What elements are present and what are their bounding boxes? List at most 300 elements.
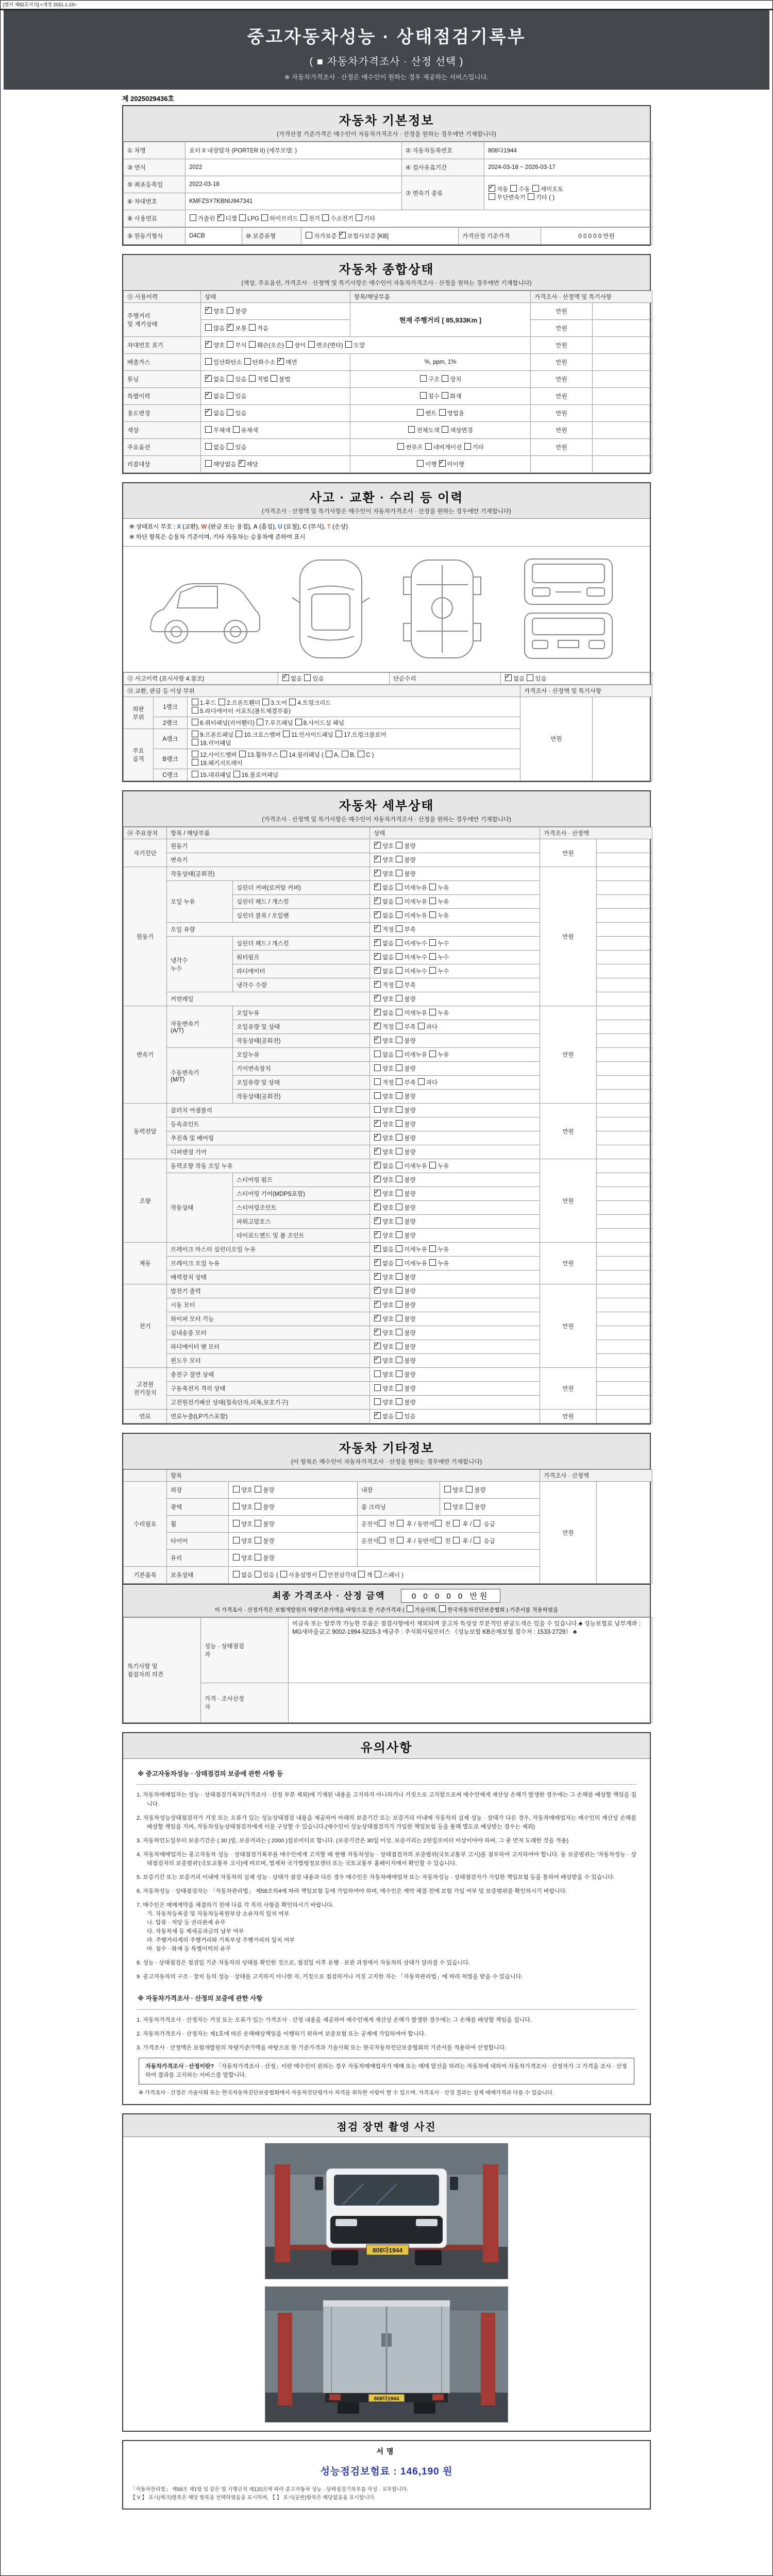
subitem-label: 오일누유	[233, 1006, 370, 1020]
checkbox-icon[interactable]	[396, 1106, 402, 1113]
item-label: 브레이크 마스터 실린더오일 누유	[167, 1243, 370, 1257]
document-number: 제 2025029436호	[122, 95, 175, 103]
first-reg-label: ⑤ 최초등록일	[124, 176, 186, 193]
checkbox-icon[interactable]	[420, 375, 427, 382]
notice-item: 3. 가격조사 · 산정액은 보험개발원의 차량기준가액을 바탕으로 한 기준가격과 기술사회 또는 한국자동차진단보증협회의 기준서를 적용하여 산정합니다.	[137, 2044, 507, 2051]
status-options: ✓ 없음 미세누수 누수	[370, 964, 540, 978]
checkbox-icon[interactable]	[429, 1245, 436, 1252]
checkbox-icon[interactable]	[192, 739, 198, 745]
checkbox-icon[interactable]	[255, 1503, 261, 1510]
basic-info-table2	[123, 227, 652, 245]
checkbox-icon[interactable]	[192, 719, 198, 725]
status-options: ✓ 양호 불량	[370, 1173, 540, 1187]
checkbox-icon[interactable]	[464, 443, 471, 450]
etc-item-status2: 양호 불량	[440, 1499, 540, 1516]
photos-container	[123, 2137, 650, 2431]
checkbox-icon[interactable]	[236, 731, 242, 737]
checkbox-icon[interactable]	[396, 1134, 402, 1141]
checkbox-checked-icon[interactable]	[489, 185, 495, 192]
inspection-photo-front	[265, 2143, 508, 2279]
price-cell: 만원	[531, 320, 593, 337]
status-options: ✓ 양호 불량	[370, 1340, 540, 1354]
checkbox-icon[interactable]	[528, 193, 534, 200]
checkbox-checked-icon[interactable]	[374, 911, 381, 918]
checkbox-icon[interactable]	[396, 1023, 402, 1029]
checkbox-icon[interactable]	[418, 1023, 425, 1029]
checkbox-icon[interactable]	[192, 771, 198, 777]
accident-subtitle: (가격조사 · 산정액 및 특기사항은 매수인이 자동차가격조사 · 산정을 원하는 경우에만 기재합니다)	[262, 509, 511, 515]
checkbox-icon[interactable]	[192, 731, 198, 737]
notice-section2-heading: ※ 자동차가격조사 · 산정의 보증에 관한 사항	[137, 1991, 636, 2009]
checkbox-icon[interactable]	[396, 1176, 402, 1182]
final-price-band	[123, 1584, 650, 1617]
item-label: 와이퍼 모터 기능	[167, 1312, 370, 1326]
checkbox-checked-icon[interactable]	[374, 1176, 381, 1182]
accident-title: 사고 · 교환 · 수리 등 이력	[309, 491, 464, 505]
checkbox-checked-icon[interactable]	[374, 1120, 381, 1127]
status-options: 무채색 유채색	[201, 422, 350, 439]
checkbox-checked-icon[interactable]	[374, 1190, 381, 1196]
checkbox-checked-icon[interactable]	[439, 460, 446, 467]
checkbox-icon[interactable]	[227, 307, 233, 314]
checkbox-icon[interactable]	[396, 1329, 402, 1335]
checkbox-checked-icon[interactable]	[227, 324, 233, 331]
price-cell: 만원	[540, 1243, 597, 1284]
checkbox-icon[interactable]	[429, 1162, 436, 1168]
checkbox-icon[interactable]	[429, 953, 436, 960]
special-note-cell	[597, 1159, 652, 1173]
special-note-cell	[597, 1229, 652, 1243]
status-options: ✓ 없음 미세누유 누유	[370, 909, 540, 923]
checkbox-icon[interactable]	[396, 1273, 402, 1280]
checkbox-checked-icon[interactable]	[505, 674, 512, 681]
checkbox-checked-icon[interactable]	[374, 1343, 381, 1349]
vehicle-diagram-underside-icon	[393, 554, 491, 665]
checkbox-icon[interactable]	[249, 341, 256, 348]
checkbox-checked-icon[interactable]	[374, 1204, 381, 1210]
checkbox-checked-icon[interactable]	[374, 1009, 381, 1015]
checkbox-checked-icon[interactable]	[374, 1217, 381, 1224]
checkbox-icon[interactable]	[233, 426, 240, 433]
checkbox-checked-icon[interactable]	[374, 1245, 381, 1252]
checkbox-icon[interactable]	[345, 341, 352, 348]
special-note-cell	[597, 1243, 652, 1257]
form-revision-note: [별지 제82호서식] <개정 2021.1.19>	[1, 1, 772, 10]
checkbox-icon[interactable]	[205, 324, 212, 331]
checkbox-checked-icon[interactable]	[374, 1259, 381, 1266]
checkbox-checked-icon[interactable]	[374, 1273, 381, 1280]
checkbox-icon[interactable]	[429, 1050, 436, 1057]
checkbox-icon[interactable]	[205, 358, 212, 365]
checkbox-icon[interactable]	[396, 925, 402, 932]
checkbox-icon[interactable]	[396, 1217, 402, 1224]
checkbox-checked-icon[interactable]	[374, 1162, 381, 1168]
checkbox-icon[interactable]	[396, 1412, 402, 1419]
checkbox-icon[interactable]	[219, 699, 225, 705]
item-label: 오일 유량	[167, 923, 370, 937]
device-group-label: 자기진단	[124, 839, 167, 867]
status-options: 적정 부족 과다	[370, 1076, 540, 1090]
checkbox-checked-icon[interactable]	[374, 1231, 381, 1238]
checkbox-checked-icon[interactable]	[374, 1357, 381, 1363]
checkbox-icon[interactable]	[397, 1520, 404, 1527]
special-note-cell	[597, 951, 652, 964]
etc-item-label: 휠	[167, 1516, 229, 1533]
checkbox-icon[interactable]	[233, 1554, 240, 1561]
checkbox-icon[interactable]	[374, 1106, 381, 1113]
checkbox-icon[interactable]	[396, 1009, 402, 1015]
checkbox-checked-icon[interactable]	[205, 392, 212, 399]
checkbox-icon[interactable]	[326, 751, 332, 757]
overall-band	[123, 255, 650, 291]
checkbox-icon[interactable]	[396, 884, 402, 890]
checkbox-icon[interactable]	[444, 1503, 451, 1510]
item-label: 배력장치 상태	[167, 1270, 370, 1284]
overall-row	[124, 439, 652, 456]
special-note-cell	[597, 923, 652, 937]
checkbox-icon[interactable]	[271, 375, 277, 382]
checkbox-icon[interactable]	[396, 842, 402, 849]
notice-section1-heading: ※ 중고자동차성능 · 상태점검의 보증에 관한 사항 등	[137, 1766, 636, 1785]
checkbox-icon[interactable]	[466, 1503, 473, 1510]
checkbox-checked-icon[interactable]	[374, 856, 381, 862]
checkbox-icon[interactable]	[510, 185, 517, 192]
price-cell: 만원	[531, 354, 593, 371]
checkbox-icon[interactable]	[190, 214, 196, 221]
checkbox-icon[interactable]	[374, 1398, 381, 1405]
checkbox-icon[interactable]	[283, 731, 290, 737]
checkbox-icon[interactable]	[255, 1554, 261, 1561]
checkbox-checked-icon[interactable]	[374, 1134, 381, 1141]
panel-damage-table	[123, 685, 652, 781]
checkbox-icon[interactable]	[396, 1120, 402, 1127]
checkbox-icon[interactable]	[322, 214, 329, 221]
checkbox-icon[interactable]	[466, 1486, 473, 1493]
checkbox-icon[interactable]	[249, 324, 256, 331]
checkbox-icon[interactable]	[396, 967, 402, 974]
checkbox-icon[interactable]	[396, 995, 402, 1002]
checkbox-icon[interactable]	[396, 1245, 402, 1252]
opinion-row	[124, 1618, 652, 1683]
checkbox-icon[interactable]	[358, 751, 364, 757]
special-note-cell	[597, 1076, 652, 1090]
checkbox-checked-icon[interactable]	[277, 358, 284, 365]
item-label: 작동상태(공회전)	[167, 867, 370, 881]
checkbox-icon[interactable]	[320, 1571, 326, 1578]
checkbox-icon[interactable]	[396, 1287, 402, 1294]
checkbox-icon[interactable]	[375, 1571, 381, 1578]
vehicle-diagram-top-icon	[282, 554, 380, 665]
checkbox-icon[interactable]	[227, 392, 233, 399]
notice-item: 7. 매수인은 매매계약을 체결하기 전에 다음 각 목의 사항을 확인하시기 바랍니다. 가. 자동차등록증 및 자동차등록원부상 소유자의 일치 여부 나. 압류 · 저당 등 권리관계 유무 다. 자동차세 등 제세공과금의 납부 여부 라. 주행거리계의 주행거리와 기록부상 주행거리의 일치 여부 마. 침수 · 화재 등 특별이력의 유무	[137, 1902, 334, 1953]
rank-label: B랭크	[154, 749, 188, 769]
overall-row	[124, 303, 652, 320]
special-note-cell	[597, 1062, 652, 1076]
checkbox-icon[interactable]	[417, 460, 424, 467]
checkbox-icon[interactable]	[300, 214, 307, 221]
item-label: 고전원전기배선 상태(접속단자,피복,보호기구)	[167, 1396, 370, 1410]
checkbox-icon[interactable]	[429, 939, 436, 946]
checkbox-icon[interactable]	[261, 214, 268, 221]
checkbox-icon[interactable]	[439, 409, 446, 416]
price-cell: 만원	[531, 405, 593, 422]
etc-item-label: 타이어	[167, 1533, 229, 1550]
checkbox-icon[interactable]	[205, 460, 212, 467]
checkbox-checked-icon[interactable]	[374, 953, 381, 960]
checkbox-icon[interactable]	[474, 1537, 480, 1544]
checkbox-icon[interactable]	[356, 214, 362, 221]
photos-title: 점검 장면 촬영 사진	[337, 2122, 436, 2133]
checkbox-checked-icon[interactable]	[217, 214, 224, 221]
checkbox-icon[interactable]	[429, 1259, 436, 1266]
checkbox-icon[interactable]	[418, 1078, 425, 1085]
checkbox-icon[interactable]	[429, 1009, 436, 1015]
checkbox-icon[interactable]	[396, 939, 402, 946]
section-accident-history	[122, 482, 651, 782]
repair-needed-label: 수리필요	[124, 1482, 167, 1567]
checkbox-icon[interactable]	[396, 856, 402, 862]
basic-info-table	[123, 142, 652, 227]
checkbox-icon[interactable]	[286, 341, 293, 348]
checkbox-icon[interactable]	[233, 1486, 240, 1493]
subitem-label: 라디에이터	[233, 964, 370, 978]
status-options: 일산화탄소 탄화수소 ✓매연	[201, 354, 350, 371]
checkbox-icon[interactable]	[257, 719, 263, 725]
checkbox-icon[interactable]	[374, 1064, 381, 1071]
price-cell: 만원	[540, 1368, 597, 1410]
checkbox-checked-icon[interactable]	[374, 842, 381, 849]
checkbox-checked-icon[interactable]	[374, 981, 381, 988]
checkbox-icon[interactable]	[233, 1537, 240, 1544]
checkbox-checked-icon[interactable]	[374, 925, 381, 932]
signature-label: 서명	[376, 2447, 397, 2456]
checkbox-checked-icon[interactable]	[374, 1037, 381, 1043]
checkbox-icon[interactable]	[435, 1537, 442, 1544]
checkbox-icon[interactable]	[205, 426, 212, 433]
checkbox-checked-icon[interactable]	[374, 1023, 381, 1029]
checkbox-checked-icon[interactable]	[374, 1301, 381, 1308]
checkbox-icon[interactable]	[474, 1520, 480, 1527]
checkbox-checked-icon[interactable]	[339, 232, 346, 239]
checkbox-checked-icon[interactable]	[282, 674, 289, 681]
checkbox-icon[interactable]	[425, 443, 432, 450]
checkbox-icon[interactable]	[358, 1571, 365, 1578]
etc-item-status: 양호 불량	[229, 1516, 358, 1533]
checkbox-icon[interactable]	[435, 1520, 442, 1527]
checkbox-icon[interactable]	[205, 443, 212, 450]
checkbox-checked-icon[interactable]	[205, 341, 212, 348]
checkbox-icon[interactable]	[396, 1259, 402, 1266]
checkbox-icon[interactable]	[335, 731, 342, 737]
price-cell: 만원	[540, 839, 597, 867]
checkbox-icon[interactable]	[396, 953, 402, 960]
checkbox-icon[interactable]	[396, 1384, 402, 1391]
checkbox-checked-icon[interactable]	[374, 967, 381, 974]
detail-table	[123, 827, 652, 1423]
checkbox-checked-icon[interactable]	[374, 1148, 381, 1155]
section-overall-condition	[122, 254, 651, 474]
checkbox-icon[interactable]	[396, 911, 402, 918]
checkbox-icon[interactable]	[227, 443, 233, 450]
checkbox-checked-icon[interactable]	[205, 307, 212, 314]
status-options: 해당없음 ✓해당	[201, 456, 350, 473]
checkbox-icon[interactable]	[429, 897, 436, 904]
checkbox-checked-icon[interactable]	[205, 409, 212, 416]
rank-items: 15.대쉬패널 16.플로어패널	[188, 769, 520, 781]
checkbox-icon[interactable]	[453, 1537, 460, 1544]
checkbox-icon[interactable]	[295, 719, 302, 725]
checkbox-icon[interactable]	[396, 870, 402, 876]
checkbox-icon[interactable]	[396, 897, 402, 904]
etc-item-label: 광택	[167, 1499, 229, 1516]
checkbox-icon[interactable]	[342, 751, 348, 757]
checkbox-icon[interactable]	[397, 443, 404, 450]
special-note-cell	[593, 371, 652, 388]
checkbox-icon[interactable]	[239, 214, 246, 221]
checkbox-icon[interactable]	[192, 707, 198, 714]
checkbox-checked-icon[interactable]	[205, 375, 212, 382]
checkbox-icon[interactable]	[442, 375, 448, 382]
warranty-type-options: 자가보증 ✓보험사보증 [KB]	[301, 228, 459, 245]
checkbox-icon[interactable]	[280, 751, 287, 757]
model-year-value: 2022	[186, 159, 402, 176]
item-cell: 썬루프 네비게이션 기타	[350, 439, 531, 456]
checkbox-icon[interactable]	[396, 1148, 402, 1155]
special-note-cell	[597, 964, 652, 978]
notice-item: 1. 자동차매매업자는 성능 · 상태점검기록부(가격조사 · 산정 부분 제외)에 기재된 내용을 고지하지 아니하거나 거짓으로 고지함으로써 매수인에게 재산상 손해가 발생한 경우에는 그 손해를 배상할 책임을 집니다.	[137, 1792, 636, 1807]
checkbox-checked-icon[interactable]	[374, 1412, 381, 1419]
special-note-cell	[597, 909, 652, 923]
etc-band	[123, 1434, 650, 1469]
checkbox-icon[interactable]	[374, 1370, 381, 1377]
checkbox-icon[interactable]	[453, 1520, 460, 1527]
checkbox-checked-icon[interactable]	[374, 897, 381, 904]
checkbox-icon[interactable]	[396, 1064, 402, 1071]
checkbox-icon[interactable]	[233, 771, 240, 777]
checkbox-checked-icon[interactable]	[374, 1329, 381, 1335]
checkbox-icon[interactable]	[420, 392, 427, 399]
checkbox-icon[interactable]	[396, 1162, 402, 1168]
checkbox-icon[interactable]	[429, 884, 436, 890]
checkbox-icon[interactable]	[396, 981, 402, 988]
checkbox-icon[interactable]	[239, 751, 246, 757]
checkbox-icon[interactable]	[396, 1204, 402, 1210]
status-options: ✓ 양호 불량	[370, 1131, 540, 1145]
checkbox-icon[interactable]	[397, 1537, 404, 1544]
checkbox-icon[interactable]	[308, 341, 315, 348]
checkbox-icon[interactable]	[374, 1092, 381, 1099]
checkbox-icon[interactable]	[396, 1092, 402, 1099]
checkbox-icon[interactable]	[396, 1343, 402, 1349]
checkbox-icon[interactable]	[396, 1357, 402, 1363]
checkbox-icon[interactable]	[396, 1398, 402, 1405]
checkbox-icon[interactable]	[439, 1605, 446, 1612]
checkbox-checked-icon[interactable]	[374, 1315, 381, 1321]
special-note-cell	[597, 1145, 652, 1159]
checkbox-icon[interactable]	[262, 699, 269, 705]
checkbox-icon[interactable]	[396, 1370, 402, 1377]
checkbox-icon[interactable]	[233, 1571, 240, 1578]
checkbox-icon[interactable]	[233, 1520, 240, 1527]
device-group-label: 원동기	[124, 867, 167, 1006]
checkbox-icon[interactable]	[374, 1078, 381, 1085]
checkbox-icon[interactable]	[396, 1231, 402, 1238]
checkbox-icon[interactable]	[374, 1384, 381, 1391]
checkbox-icon[interactable]	[192, 699, 198, 705]
checkbox-icon[interactable]	[233, 1503, 240, 1510]
checkbox-icon[interactable]	[192, 759, 198, 766]
checkbox-icon[interactable]	[444, 1486, 451, 1493]
overall-table	[123, 291, 652, 473]
checkbox-icon[interactable]	[408, 426, 415, 433]
checkbox-icon[interactable]	[527, 674, 533, 681]
overall-row	[124, 456, 652, 473]
reg-no-label: ② 자동차등록번호	[402, 142, 484, 159]
checkbox-icon[interactable]	[192, 751, 198, 757]
checkbox-icon[interactable]	[429, 911, 436, 918]
checkbox-checked-icon[interactable]	[374, 995, 381, 1002]
checkbox-icon[interactable]	[532, 185, 539, 192]
checkbox-icon[interactable]	[306, 232, 312, 239]
checkbox-checked-icon[interactable]	[374, 870, 381, 876]
checkbox-icon[interactable]	[396, 1301, 402, 1308]
special-note-cell	[597, 937, 652, 951]
special-note-cell	[597, 881, 652, 895]
checkbox-icon[interactable]	[249, 375, 256, 382]
checkbox-icon[interactable]	[227, 341, 233, 348]
checkbox-icon[interactable]	[417, 409, 424, 416]
checkbox-icon[interactable]	[244, 358, 251, 365]
overall-col-item: 항목/해당부품	[350, 291, 531, 303]
checkbox-checked-icon[interactable]	[239, 460, 245, 467]
checkbox-icon[interactable]	[280, 1571, 287, 1578]
checkbox-icon[interactable]	[255, 1571, 261, 1578]
checkbox-icon[interactable]	[396, 1078, 402, 1085]
checkbox-icon[interactable]	[442, 426, 448, 433]
checkbox-icon[interactable]	[379, 1520, 385, 1527]
checkbox-icon[interactable]	[304, 674, 311, 681]
detail-band	[123, 791, 650, 827]
checkbox-icon[interactable]	[396, 1037, 402, 1043]
checkbox-icon[interactable]	[227, 375, 233, 382]
checkbox-icon[interactable]	[227, 409, 233, 416]
checkbox-checked-icon[interactable]	[374, 939, 381, 946]
notice-footnote: ※ 가격조사 · 산정은 기술사회 또는 한국자동차진단보증협회에서 자동차진단평가사 자격을 취득한 사람이 할 수 있으며, 가격조사 · 산정 결과는 실제 매매가격과 다를 수 있습니다.	[139, 2089, 554, 2096]
checkbox-icon[interactable]	[396, 1050, 402, 1057]
checkbox-checked-icon[interactable]	[374, 1287, 381, 1294]
price-cell: 만원	[520, 697, 593, 781]
checkbox-icon[interactable]	[255, 1537, 261, 1544]
checkbox-icon[interactable]	[255, 1486, 261, 1493]
checkbox-icon[interactable]	[289, 699, 296, 705]
rank-items: 6.쿼터패널(리어휀더) 7.루프패널 8.사이드실 패널	[188, 717, 520, 729]
checkbox-icon[interactable]	[379, 1537, 385, 1544]
checkbox-icon[interactable]	[374, 1050, 381, 1057]
checkbox-icon[interactable]	[429, 967, 436, 974]
status-options: 없음 미세누유 누유	[370, 1048, 540, 1062]
checkbox-icon[interactable]	[407, 1605, 413, 1612]
checkbox-icon[interactable]	[489, 193, 495, 200]
checkbox-icon[interactable]	[396, 1190, 402, 1196]
checkbox-checked-icon[interactable]	[374, 884, 381, 890]
checkbox-icon[interactable]	[255, 1520, 261, 1527]
checkbox-icon[interactable]	[396, 1315, 402, 1321]
device-group-label: 변속기	[124, 1006, 167, 1104]
subitem-label: 오일유량 및 상태	[233, 1020, 370, 1034]
checkbox-icon[interactable]	[442, 392, 448, 399]
inspection-photo-rear	[265, 2286, 508, 2422]
notice-title: 유의사항	[360, 1741, 413, 1755]
